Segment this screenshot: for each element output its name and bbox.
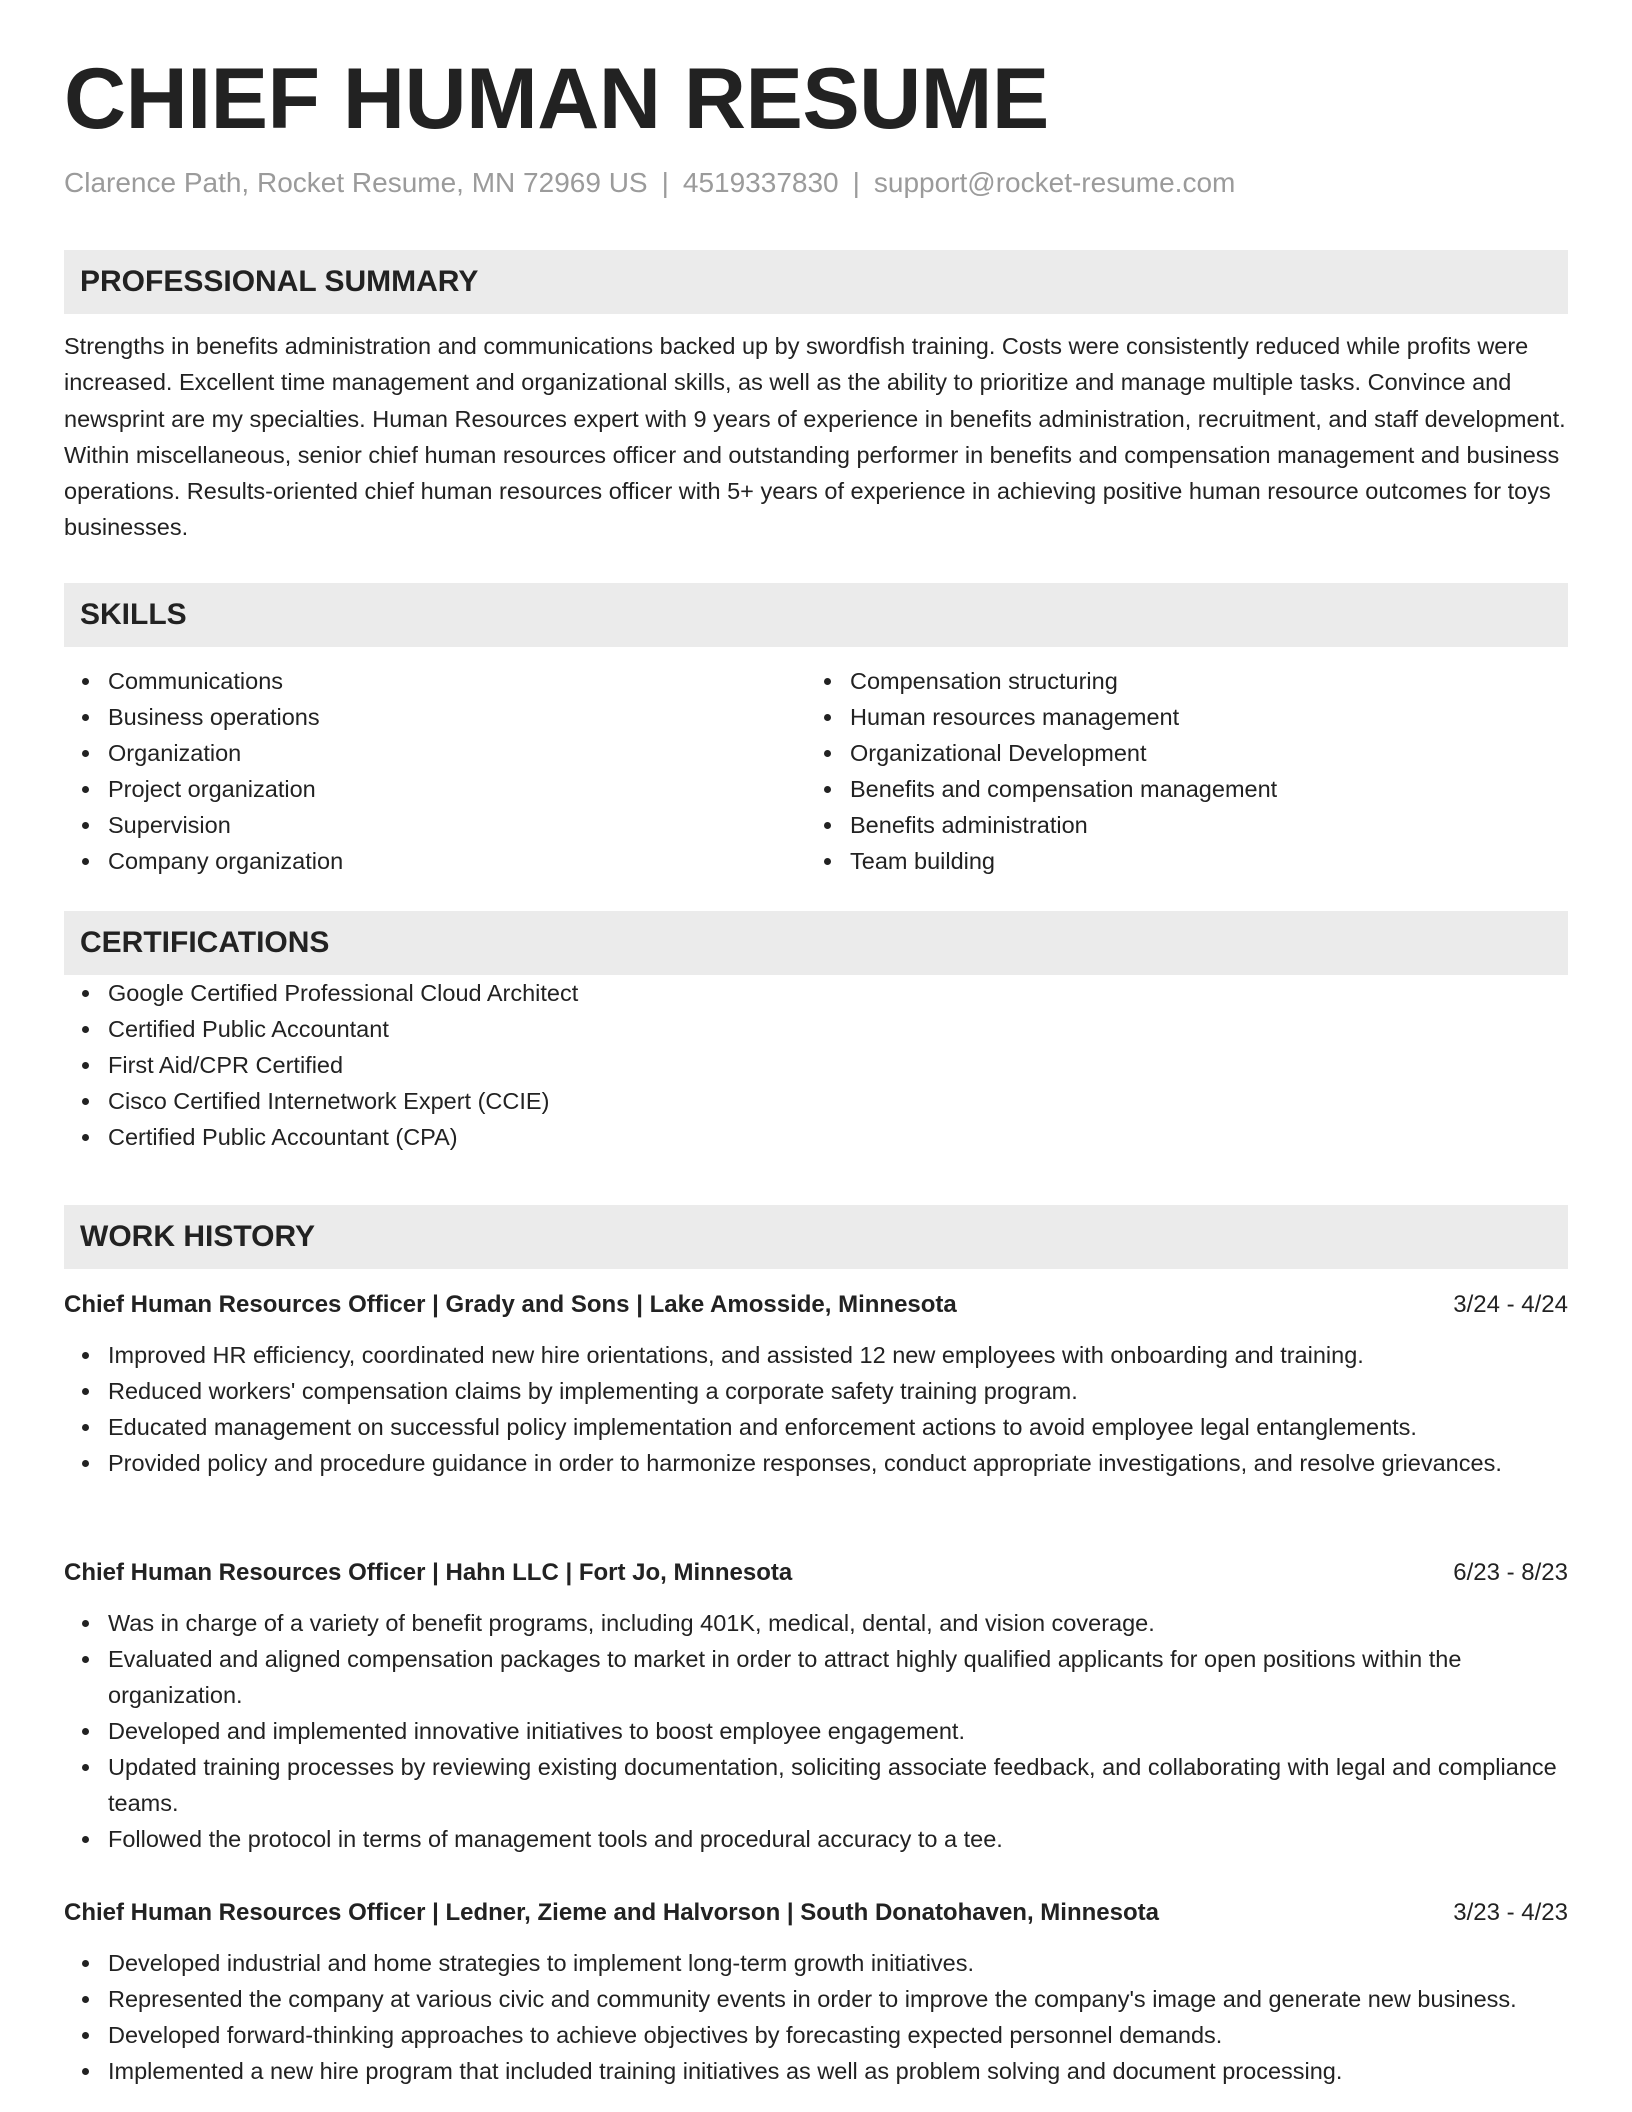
job-dates: 3/23 - 4/23 bbox=[1453, 1899, 1568, 1926]
job-title: Chief Human Resources Officer | Ledner, Zieme and Halvorson | South Donatohaven, Minnesota bbox=[64, 1899, 1159, 1926]
certifications-section bbox=[64, 911, 1568, 1155]
certification-item: Certified Public Accountant (CPA) bbox=[64, 1119, 1568, 1155]
job-bullet: Developed industrial and home strategies to implement long-term growth initiatives. bbox=[64, 1945, 1568, 1981]
skill-item: Human resources management bbox=[806, 699, 1548, 735]
skill-item: Organization bbox=[64, 735, 806, 771]
job-bullet: Improved HR efficiency, coordinated new hire orientations, and assisted 12 new employees with onboarding and training. bbox=[64, 1337, 1568, 1373]
skill-item: Communications bbox=[64, 663, 806, 699]
job-bullet: Provided policy and procedure guidance in order to harmonize responses, conduct appropriate investigations, and resolve grievances. bbox=[64, 1445, 1568, 1481]
certification-item: Certified Public Accountant bbox=[64, 1011, 1568, 1047]
skills-list-right bbox=[806, 663, 1548, 879]
job-bullet: Represented the company at various civic and community events in order to improve the company's image and generate new business. bbox=[64, 1981, 1568, 2017]
skill-item: Team building bbox=[806, 843, 1548, 879]
job-bullet: Updated training processes by reviewing existing documentation, soliciting associate feedback, and collaborating with legal and compliance teams. bbox=[64, 1749, 1568, 1821]
skill-item: Organizational Development bbox=[806, 735, 1548, 771]
skill-item: Project organization bbox=[64, 771, 806, 807]
job-entry bbox=[64, 1555, 1568, 1857]
contact-address: Clarence Path, Rocket Resume, MN 72969 US bbox=[64, 167, 648, 198]
job-bullet: Implemented a new hire program that included training initiatives as well as problem solving and document processing. bbox=[64, 2053, 1568, 2089]
work-history-section bbox=[64, 1205, 1568, 1269]
skill-item: Compensation structuring bbox=[806, 663, 1548, 699]
skills-columns bbox=[64, 647, 1568, 879]
summary-section bbox=[64, 250, 1568, 546]
contact-separator: | bbox=[852, 167, 860, 198]
job-title: Chief Human Resources Officer | Hahn LLC | Fort Jo, Minnesota bbox=[64, 1559, 793, 1586]
job-bullet: Was in charge of a variety of benefit programs, including 401K, medical, dental, and vision coverage. bbox=[64, 1605, 1568, 1641]
contact-line bbox=[64, 166, 1235, 200]
contact-phone: 4519337830 bbox=[682, 167, 839, 198]
contact-separator: | bbox=[661, 167, 669, 198]
skills-section bbox=[64, 583, 1568, 879]
certification-item: Cisco Certified Internetwork Expert (CCIE) bbox=[64, 1083, 1568, 1119]
work-history-heading: WORK HISTORY bbox=[64, 1205, 1568, 1269]
skills-heading: SKILLS bbox=[64, 583, 1568, 647]
job-bullet: Followed the protocol in terms of management tools and procedural accuracy to a tee. bbox=[64, 1821, 1568, 1857]
certifications-heading: CERTIFICATIONS bbox=[64, 911, 1568, 975]
resume-name: CHIEF HUMAN RESUME bbox=[64, 51, 1049, 147]
job-header bbox=[64, 1287, 1568, 1323]
job-title: Chief Human Resources Officer | Grady and Sons | Lake Amosside, Minnesota bbox=[64, 1291, 957, 1318]
skills-list-left bbox=[64, 663, 806, 879]
summary-text: Strengths in benefits administration and communications backed up by swordfish training. Costs were consistently reduced while profits were increased. Excellent time management and organizational skills, as well as the ability to prioritize and manage multiple tasks. Convince and newsprint are my specialties. Human Resources expert with 9 years of experience in benefits administration, recruitment, and staff development. Within miscellaneous, senior chief human resources officer and outstanding performer in benefits and compensation management and business operations. Results-oriented chief human resources officer with 5+ years of experience in achieving positive human resource outcomes for toys businesses. bbox=[64, 333, 1566, 541]
skill-item: Benefits administration bbox=[806, 807, 1548, 843]
job-bullet: Educated management on successful policy implementation and enforcement actions to avoid employee legal entanglements. bbox=[64, 1409, 1568, 1445]
job-bullet: Developed forward-thinking approaches to achieve objectives by forecasting expected personnel demands. bbox=[64, 2017, 1568, 2053]
job-bullets bbox=[64, 1945, 1568, 2089]
certification-item: Google Certified Professional Cloud Architect bbox=[64, 975, 1568, 1011]
skill-item: Company organization bbox=[64, 843, 806, 879]
job-dates: 3/24 - 4/24 bbox=[1453, 1291, 1568, 1318]
job-entry bbox=[64, 1287, 1568, 1481]
job-bullet: Developed and implemented innovative initiatives to boost employee engagement. bbox=[64, 1713, 1568, 1749]
contact-email: support@rocket-resume.com bbox=[873, 167, 1236, 198]
job-header bbox=[64, 1895, 1568, 1931]
job-bullet: Reduced workers' compensation claims by implementing a corporate safety training program. bbox=[64, 1373, 1568, 1409]
skill-item: Supervision bbox=[64, 807, 806, 843]
job-entry bbox=[64, 1895, 1568, 2089]
job-header bbox=[64, 1555, 1568, 1591]
certification-item: First Aid/CPR Certified bbox=[64, 1047, 1568, 1083]
job-bullets bbox=[64, 1337, 1568, 1481]
skill-item: Benefits and compensation management bbox=[806, 771, 1548, 807]
summary-heading: PROFESSIONAL SUMMARY bbox=[64, 250, 1568, 314]
job-bullets bbox=[64, 1605, 1568, 1857]
job-bullet: Evaluated and aligned compensation packages to market in order to attract highly qualified applicants for open positions within the organization. bbox=[64, 1641, 1568, 1713]
skill-item: Business operations bbox=[64, 699, 806, 735]
job-dates: 6/23 - 8/23 bbox=[1453, 1559, 1568, 1586]
certifications-list bbox=[64, 975, 1568, 1155]
